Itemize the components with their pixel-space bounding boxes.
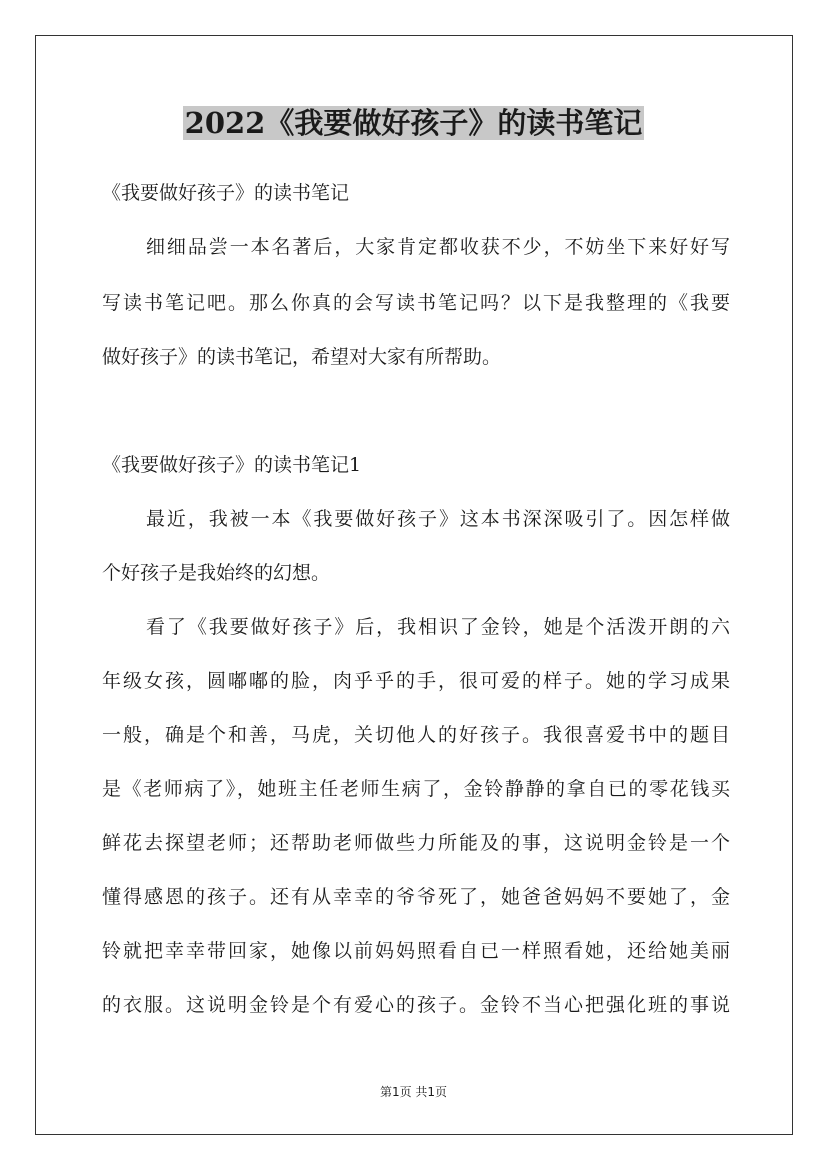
paragraph-line: 懂得感恩的孩子。还有从幸幸的爷爷死了，她爸爸妈妈不要她了，金 — [102, 886, 730, 908]
section-heading: 《我要做好孩子》的读书笔记1 — [102, 454, 362, 476]
paragraph-line: 看了《我要做好孩子》后，我相识了金铃，她是个活泼开朗的六 — [146, 616, 730, 638]
intro-line: 写读书笔记吧。那么你真的会写读书笔记吗？以下是我整理的《我要 — [102, 292, 730, 314]
document-subtitle: 《我要做好孩子》的读书笔记 — [102, 182, 350, 204]
document-title: 2022《我要做好孩子》的读书笔记 — [184, 106, 643, 140]
paragraph-line: 的衣服。这说明金铃是个有爱心的孩子。金铃不当心把强化班的事说 — [102, 994, 730, 1016]
paragraph-line: 一般，确是个和善，马虎，关切他人的好孩子。我很喜爱书中的题目 — [102, 724, 730, 746]
page-footer: 第1页 共1页 — [379, 1085, 448, 1099]
paragraph-line: 年级女孩，圆嘟嘟的脸，肉乎乎的手，很可爱的样子。她的学习成果 — [102, 670, 730, 692]
paragraph-line: 鲜花去探望老师；还帮助老师做些力所能及的事，这说明金铃是一个 — [102, 832, 730, 854]
paragraph-line: 个好孩子是我始终的幻想。 — [102, 562, 331, 584]
paragraph-line: 是《老师病了》，她班主任老师生病了，金铃静静的拿自已的零花钱买 — [102, 778, 730, 800]
paragraph-line: 最近，我被一本《我要做好孩子》这本书深深吸引了。因怎样做 — [146, 508, 730, 530]
intro-line: 细细品尝一本名著后，大家肯定都收获不少，不妨坐下来好好写 — [146, 236, 730, 258]
intro-line: 做好孩子》的读书笔记，希望对大家有所帮助。 — [102, 346, 502, 368]
paragraph-line: 铃就把幸幸带回家，她像以前妈妈照看自已一样照看她，还给她美丽 — [102, 940, 730, 962]
